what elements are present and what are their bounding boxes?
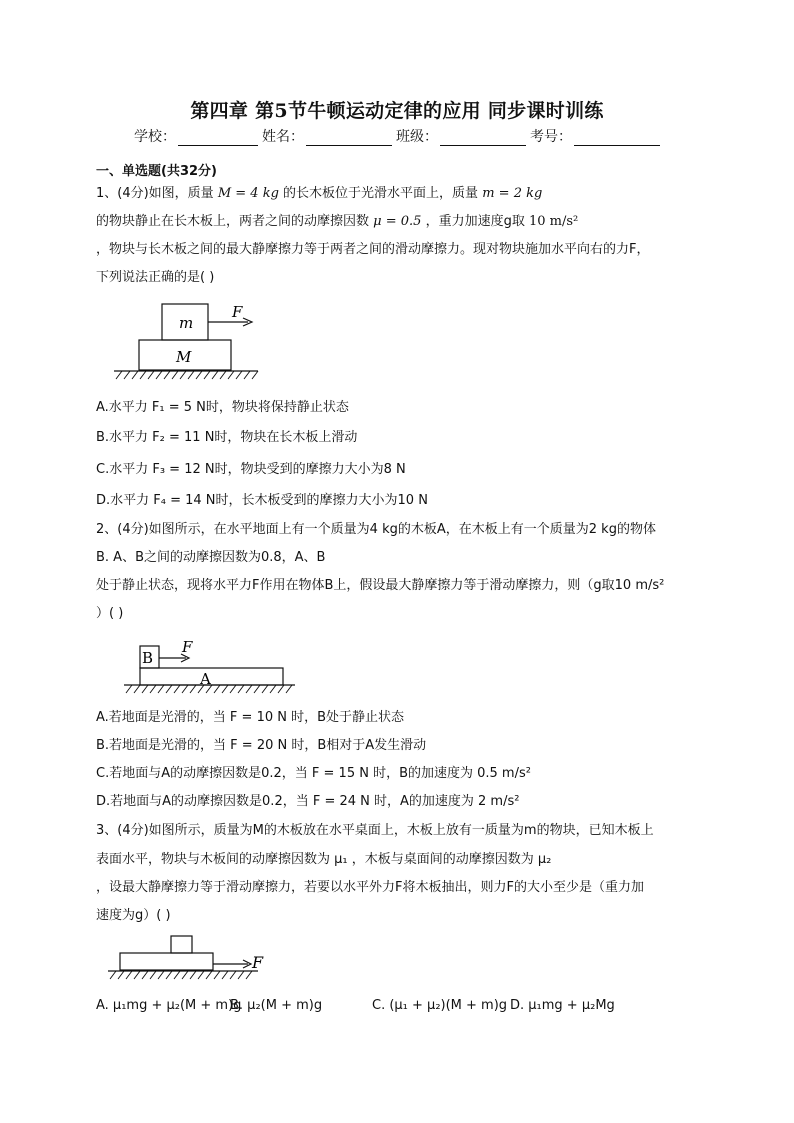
q1-text-2a: 的物块静止在长木板上，两者之间的动摩擦因数 [96,214,370,229]
q1-option-a: A.水平力 F₁ = 5 N时，物块将保持静止状态 [96,400,349,415]
q2-option-a: A.若地面是光滑的，当 F = 10 N 时，B处于静止状态 [96,710,405,725]
q1-line-2 [96,214,578,230]
q3-option-a: A. μ₁mg + μ₂(M + m)g [96,998,242,1013]
q1-small-block-label: m [179,314,194,332]
q3-line-1: 3、(4分)如图所示，质量为M的木板放在水平桌面上，木板上放有一质量为m的物块，已知木板上 [96,823,654,838]
q1-line-4: 下列说法正确的是( ) [96,270,215,285]
class-field [396,126,526,146]
q1-text-1c: 的长木板位于光滑水平面上，质量 [283,186,479,201]
q3-board [120,953,213,970]
q3-line-4: 速度为g）( ) [96,908,171,923]
q2-line-1: 2、(4分)如图所示，在水平地面上有一个质量为4 kg的木板A，在木板上有一个质量为2 kg的物体 [96,522,656,537]
q1-option-b: B.水平力 F₂ = 11 N时，物块在长木板上滑动 [96,430,358,445]
q1-friction-coefficient: μ = 0.5 [373,214,422,229]
name-field [262,126,392,146]
q3-ground-hatch [110,971,252,979]
q2-figure [122,636,297,701]
q1-big-block-label: M [176,348,192,366]
school-blank [178,131,258,146]
q1-figure [112,300,272,385]
student-info-row [0,126,794,146]
exam-number-label: 考号： [530,129,572,145]
q3-figure [108,933,268,983]
q3-force-label: F [252,953,264,972]
q2-line-4: ）( ) [96,606,124,621]
exam-number-blank [574,131,660,146]
class-label: 班级： [396,129,438,145]
page-title: 第四章 第5节牛顿运动定律的应用 同步课时训练 [190,100,604,122]
q3-line-2: 表面水平，物块与木板间的动摩擦因数为 μ₁ ，木板与桌面间的动摩擦因数为 μ₂ [96,852,552,867]
section-heading: 一、单选题(共32分) [96,164,217,179]
q3-line-3: ，设最大静摩擦力等于滑动摩擦力，若要以水平外力F将木板抽出，则力F的大小至少是（重力加 [96,880,644,895]
class-blank [440,131,526,146]
q1-option-d: D.水平力 F₄ = 14 N时，长木板受到的摩擦力大小为10 N [96,493,428,508]
q2-line-2: B. A、B之间的动摩擦因数为0.8，A、B [96,550,326,565]
q1-ground-hatch [116,371,258,379]
q2-option-d: D.若地面与A的动摩擦因数是0.2，当 F = 24 N 时，A的加速度为 2 m/s² [96,794,520,809]
q2-force-label: F [182,638,193,656]
q2-block-b-label: B [142,649,154,667]
q2-board-a-label: A [200,670,211,688]
q3-option-c: C. (μ₁ + μ₂)(M + m)g [372,998,508,1013]
name-blank [306,131,392,146]
school-label: 学校： [134,129,176,145]
q1-mass-M: M = 4 kg [217,186,279,201]
exam-number-field [530,126,660,146]
q1-line-1 [96,186,542,202]
q1-mass-m: m = 2 kg [482,186,543,201]
q2-line-3: 处于静止状态，现将水平力F作用在物体B上，假设最大静摩擦力等于滑动摩擦力，则（g取10 m/s² [96,578,665,593]
q1-force-label: F [232,303,243,321]
q1-line-3: ，物块与长木板之间的最大静摩擦力等于两者之间的滑动摩擦力。现对物块施加水平向右的力F， [96,242,650,257]
q3-option-d: D. μ₁mg + μ₂Mg [510,998,615,1013]
q3-option-b: B. μ₂(M + m)g [230,998,323,1013]
school-field [134,126,258,146]
q1-text-1a: 1、(4分)如图，质量 [96,186,214,201]
q1-text-2c: ，重力加速度g取 [425,214,525,229]
q2-option-c: C.若地面与A的动摩擦因数是0.2，当 F = 15 N 时，B的加速度为 0.5 m/s² [96,766,531,781]
name-label: 姓名： [262,129,304,145]
q1-gravity-value: 10 m/s² [528,214,579,229]
q2-board-a [140,668,283,685]
q1-option-c: C.水平力 F₃ = 12 N时，物块受到的摩擦力大小为8 N [96,462,406,477]
q3-small-block [171,936,192,953]
q2-option-b: B.若地面是光滑的，当 F = 20 N 时，B相对于A发生滑动 [96,738,427,753]
